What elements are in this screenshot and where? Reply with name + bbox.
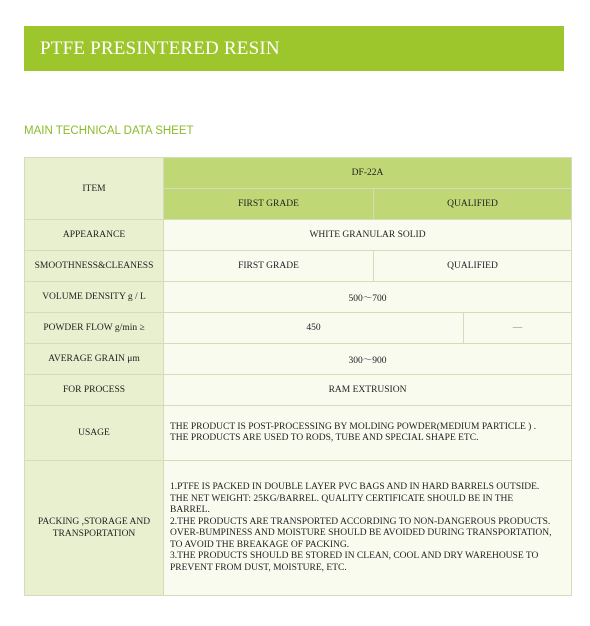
- table-row: [25, 313, 572, 344]
- table-row: [25, 344, 572, 375]
- table-row: [25, 375, 572, 406]
- technical-data-table: [24, 157, 572, 596]
- packing-text: [164, 461, 572, 596]
- first-grade-header: FIRST GRADE: [164, 189, 374, 220]
- row-value-first-grade: FIRST GRADE: [164, 251, 374, 282]
- row-label: SMOOTHNESS&CLEANESS: [25, 251, 164, 282]
- text-line: THE PRODUCTS ARE USED TO RODS, TUBE AND SPECIAL SHAPE ETC.: [170, 433, 479, 443]
- row-label: VOLUME DENSITY g / L: [25, 282, 164, 313]
- text-line: THE PRODUCT IS POST-PROCESSING BY MOLDING POWDER(MEDIUM PARTICLE ) .: [170, 421, 537, 432]
- table-header-row: [25, 158, 572, 189]
- text-line: 2.THE PRODUCTS ARE TRANSPORTED ACCORDING TO NON-DANGEROUS PRODUCTS.: [170, 516, 551, 527]
- row-value: 300～900: [164, 344, 572, 375]
- row-label: AVERAGE GRAIN μm: [25, 344, 164, 375]
- text-line: TO AVOID THE BREAKAGE OF PACKING.: [170, 539, 350, 550]
- label-line: PACKING ,STORAGE AND: [37, 517, 151, 527]
- text-line: 1.PTFE IS PACKED IN DOUBLE LAYER PVC BAGS AND IN HARD BARRELS OUTSIDE.: [170, 482, 540, 492]
- qualified-header: QUALIFIED: [374, 189, 572, 220]
- row-value: 500～700: [164, 282, 572, 313]
- row-value: WHITE GRANULAR SOLID: [164, 220, 572, 251]
- row-label: FOR PROCESS: [25, 375, 164, 406]
- row-label: POWDER FLOW g/min ≥: [25, 313, 164, 344]
- row-value-qualified: —: [464, 313, 572, 344]
- text-line: PREVENT FROM DUST, MOISTURE, ETC.: [170, 562, 347, 573]
- row-label: [25, 461, 164, 596]
- item-header: ITEM: [25, 158, 164, 220]
- row-value-qualified: QUALIFIED: [374, 251, 572, 282]
- text-line: 3.THE PRODUCTS SHOULD BE STORED IN CLEAN, COOL AND DRY WAREHOUSE TO: [170, 551, 539, 561]
- row-label: USAGE: [25, 406, 164, 461]
- label-line: TRANSPORTATION: [52, 529, 136, 539]
- text-line: OVER-BUMPINESS AND MOISTURE SHOULD BE AVOIDED DURING TRANSPORTATION,: [170, 528, 552, 538]
- page-banner: [24, 26, 564, 71]
- usage-text: [164, 406, 572, 461]
- text-line: THE NET WEIGHT: 25KG/BARREL. QUALITY CERTIFICATE SHOULD BE IN THE: [170, 493, 514, 504]
- table-row: [25, 282, 572, 313]
- row-value-first-grade: 450: [164, 313, 464, 344]
- table-row: [25, 251, 572, 282]
- row-value: RAM EXTRUSION: [164, 375, 572, 406]
- section-title: MAIN TECHNICAL DATA SHEET: [24, 125, 194, 137]
- row-label: APPEARANCE: [25, 220, 164, 251]
- table-row: [25, 461, 572, 596]
- banner-title: PTFE PRESINTERED RESIN: [40, 37, 280, 59]
- table-row: [25, 406, 572, 461]
- grade-header: DF-22A: [164, 158, 572, 189]
- table-row: [25, 220, 572, 251]
- text-line: BARREL.: [170, 505, 210, 515]
